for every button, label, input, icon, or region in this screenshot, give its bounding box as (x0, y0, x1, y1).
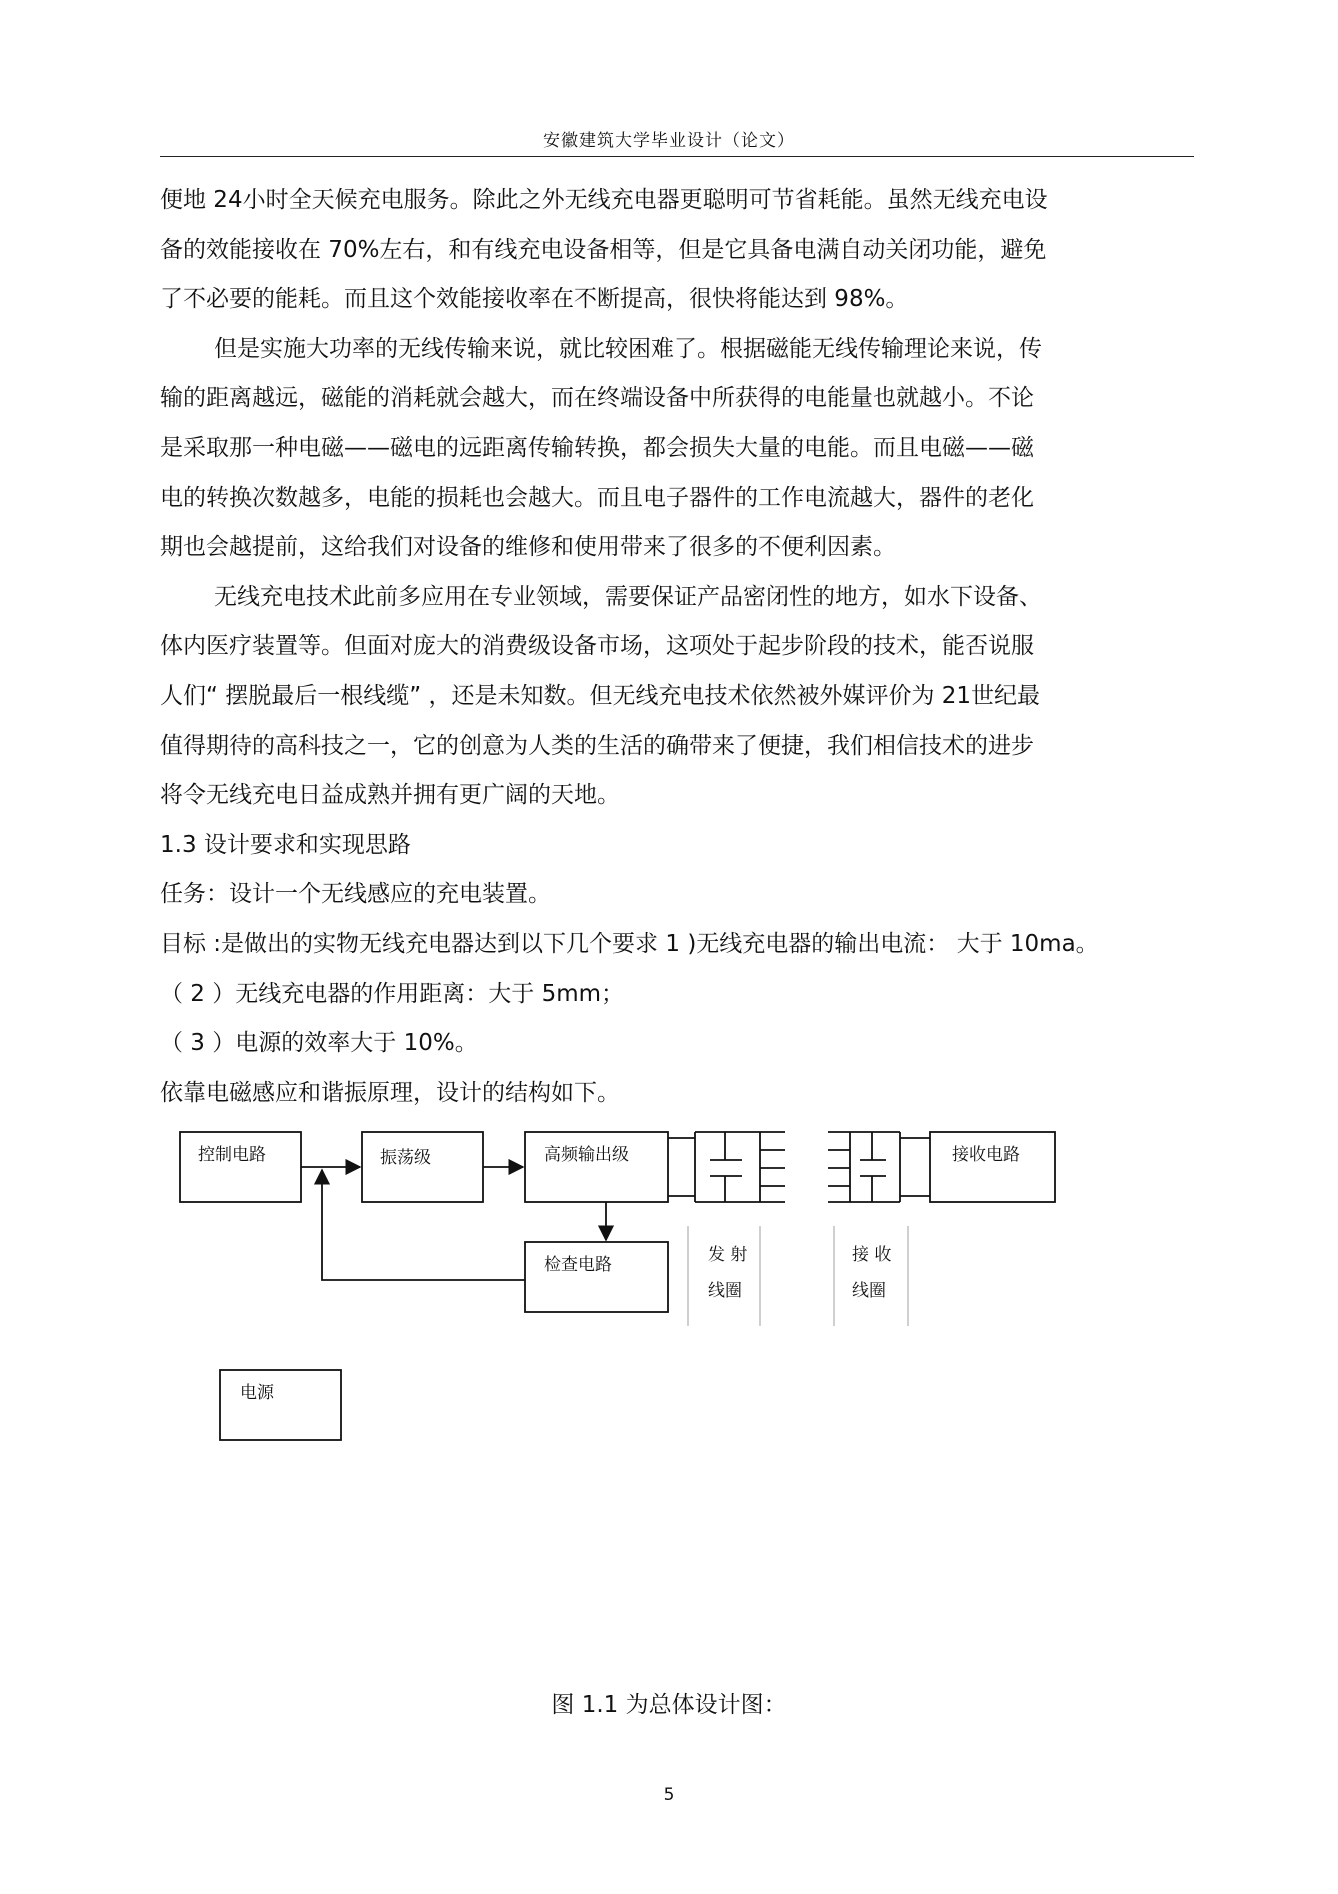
text-line: 备的效能接收在 70%左右，和有线充电设备相等，但是它具备电满自动关闭功能，避免 (160, 236, 1047, 263)
text-line: 是采取那一种电磁——磁电的远距离传输转换，都会损失大量的电能。而且电磁——磁 (160, 434, 1034, 461)
text-line: （ 3 ）电源的效率大于 10%。 (160, 1030, 478, 1057)
power-supply-box (220, 1370, 341, 1440)
header-rule (160, 156, 1194, 157)
section-heading: 1.3 设计要求和实现思路 (160, 831, 411, 858)
text-line: 电的转换次数越多，电能的损耗也会越大。而且电子器件的工作电流越大，器件的老化 (160, 484, 1034, 511)
hf-output-label: 高频输出级 (544, 1145, 629, 1165)
text-line: 任务：设计一个无线感应的充电装置。 (160, 881, 551, 908)
check-circuit-label: 检查电路 (544, 1255, 612, 1275)
transmit-coil (668, 1132, 785, 1202)
text-line: 期也会越提前，这给我们对设备的维修和使用带来了很多的不便利因素。 (160, 534, 896, 561)
text-line: 依靠电磁感应和谐振原理，设计的结构如下。 (160, 1079, 620, 1106)
receive-coil (828, 1132, 930, 1202)
block-diagram (160, 1130, 1080, 1460)
text-line: 输的距离越远，磁能的消耗就会越大，而在终端设备中所获得的电能量也就越小。不论 (160, 385, 1034, 412)
receive-coil-label-1: 接 收 (852, 1245, 892, 1265)
text-line: 无线充电技术此前多应用在专业领域，需要保证产品密闭性的地方，如水下设备、 (214, 583, 1042, 610)
text-line: 目标 :是做出的实物无线充电器达到以下几个要求 1 )无线充电器的输出电流： 大于 10ma。 (160, 930, 1099, 957)
check-circuit-box (525, 1242, 668, 1312)
text-line: 体内医疗装置等。但面对庞大的消费级设备市场，这项处于起步阶段的技术，能否说服 (160, 633, 1034, 660)
power-supply-label: 电源 (240, 1383, 274, 1403)
page-number: 5 (663, 1785, 675, 1805)
figure-caption: 图 1.1 为总体设计图： (551, 1692, 787, 1718)
feedback-line (322, 1170, 525, 1280)
receive-coil-label-2: 线圈 (852, 1281, 886, 1301)
body-text (160, 176, 1200, 1118)
receiver-label: 接收电路 (952, 1145, 1020, 1165)
transmit-coil-label-2: 线圈 (708, 1281, 742, 1301)
hf-output-box (525, 1132, 668, 1202)
text-line: 了不必要的能耗。而且这个效能接收率在不断提高，很快将能达到 98%。 (160, 286, 909, 313)
transmit-coil-label-1: 发 射 (708, 1245, 748, 1265)
text-line: 人们“ 摆脱最后一根线缆” ，还是未知数。但无线充电技术依然被外媒评价为 21世纪最 (160, 682, 1041, 709)
text-line: 便地 24小时全天候充电服务。除此之外无线充电器更聪明可节省耗能。虽然无线充电设 (160, 187, 1048, 213)
text-line: （ 2 ）无线充电器的作用距离：大于 5mm； (160, 980, 625, 1007)
oscillator-label: 振荡级 (380, 1148, 431, 1168)
control-circuit-box (180, 1132, 301, 1202)
text-line: 将令无线充电日益成熟并拥有更广阔的天地。 (160, 782, 620, 809)
receiver-box (930, 1132, 1055, 1202)
control-circuit-label: 控制电路 (198, 1145, 266, 1165)
running-header: 安徽建筑大学毕业设计（论文） (543, 131, 795, 151)
text-line: 值得期待的高科技之一，它的创意为人类的生活的确带来了便捷，我们相信技术的进步 (160, 732, 1034, 759)
text-line: 但是实施大功率的无线传输来说，就比较困难了。根据磁能无线传输理论来说，传 (214, 335, 1042, 362)
